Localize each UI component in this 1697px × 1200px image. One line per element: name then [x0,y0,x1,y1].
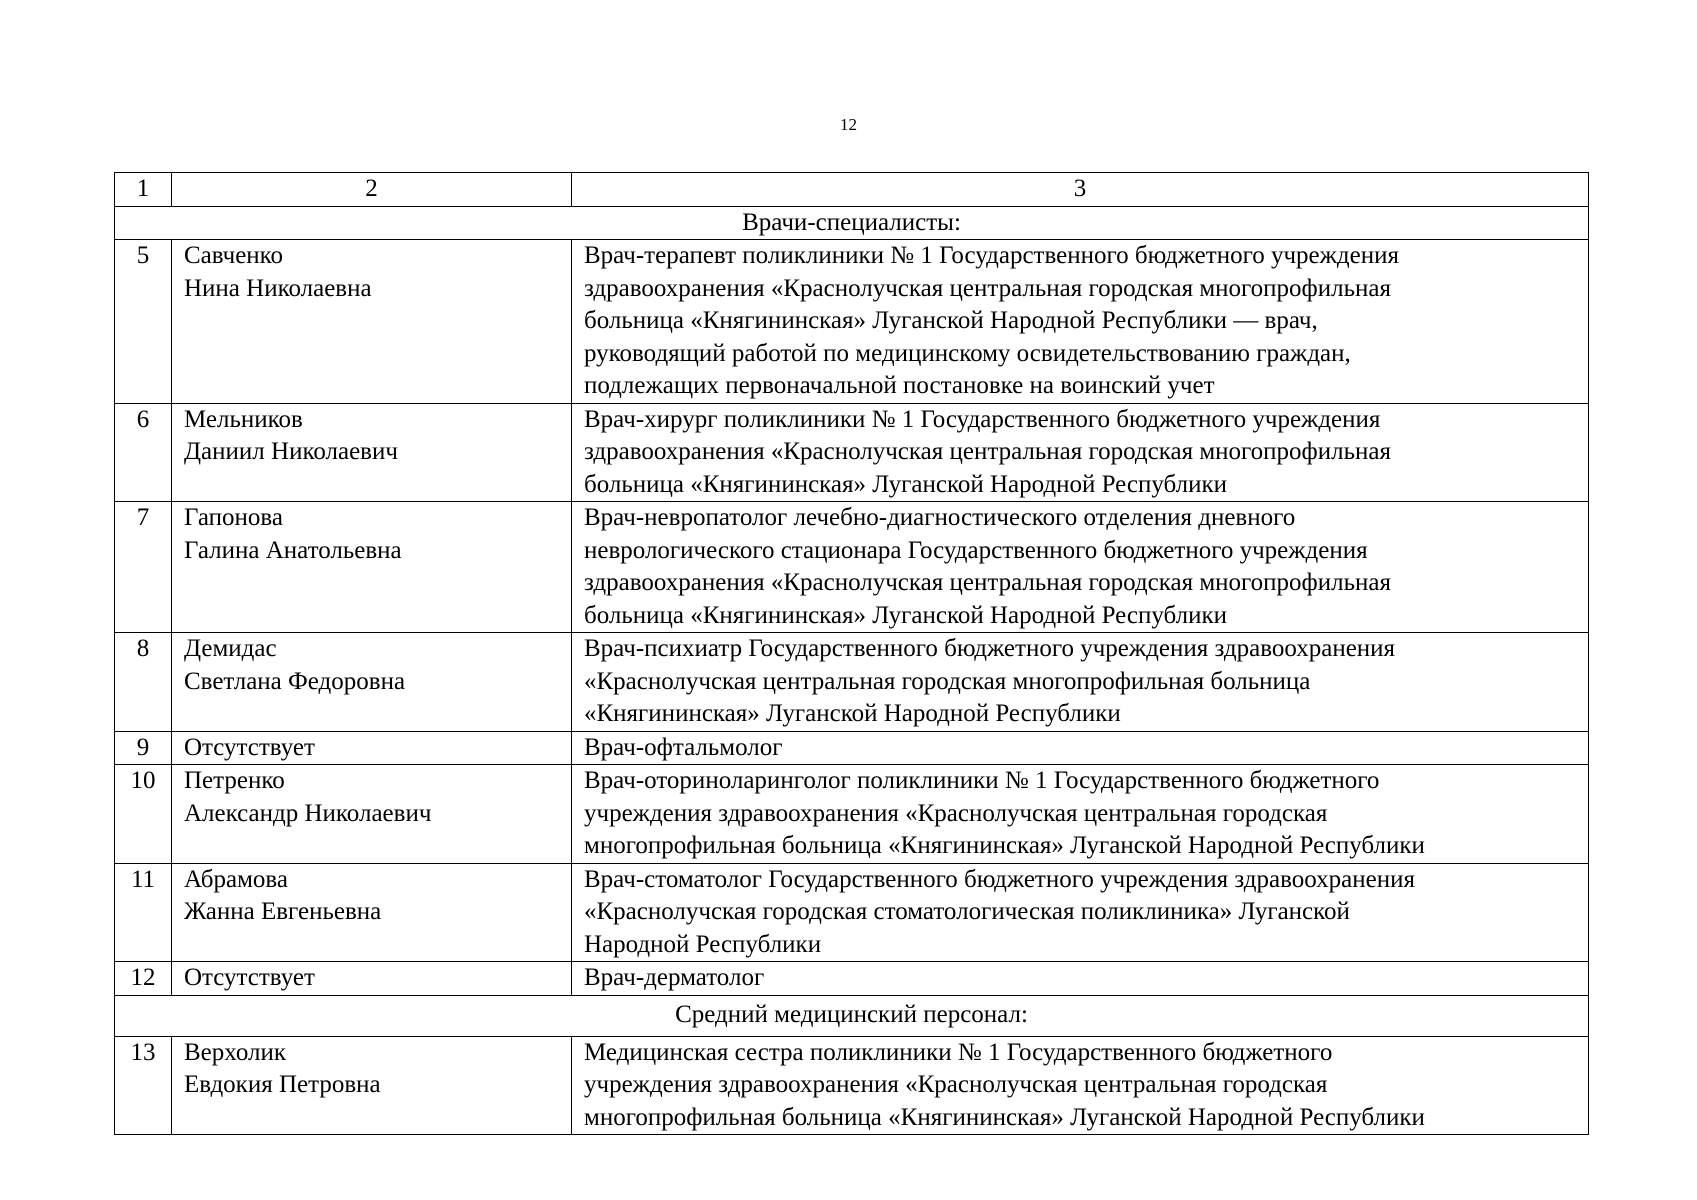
position-line: Врач-офтальмолог [584,733,783,761]
row-number: 13 [115,1036,172,1135]
position-line: Врач-хирург поликлиники № 1 Государственного бюджетного учреждения [584,405,1381,433]
person-name-cell [172,1036,572,1135]
position-line: здравоохранения «Краснолучская центральная городская многопрофильная [584,438,1391,465]
staff-table-body [115,173,1589,1135]
table-row [115,863,1589,962]
position-line: Врач-оториноларинголог поликлиники № 1 Государственного бюджетного [584,767,1380,794]
position-cell [572,731,1589,765]
person-name-line: Мельников [184,405,303,433]
person-name-cell [172,765,572,864]
table-row [115,240,1589,404]
row-number: 6 [115,403,172,502]
position-line: учреждения здравоохранения «Краснолучская центральная городская [584,1071,1328,1098]
position-line: многопрофильная больница «Княгининская» Луганской Народной Республики [584,1103,1425,1131]
table-row [115,1036,1589,1135]
column-number-3: 3 [572,173,1589,207]
position-line: «Краснолучская центральная городская многопрофильная больница [584,667,1311,695]
position-line: неврологического стационара Государственного бюджетного учреждения [584,536,1368,564]
row-number: 10 [115,765,172,864]
table-row [115,502,1589,633]
person-name-cell [172,403,572,502]
person-name-line: Нина Николаевна [184,274,372,302]
staff-table [114,172,1589,1135]
person-name-cell [172,863,572,962]
person-name-cell [172,502,572,633]
position-cell [572,1036,1589,1135]
position-line: Врач-стоматолог Государственного бюджетного учреждения здравоохранения [584,865,1415,893]
row-number: 12 [115,962,172,996]
section-heading: Врачи-специалисты: [115,206,1589,240]
person-name-line: Савченко [184,242,284,269]
row-number: 8 [115,633,172,732]
position-line: учреждения здравоохранения «Краснолучская центральная городская [584,799,1328,827]
person-name-cell [172,633,572,732]
position-line: здравоохранения «Краснолучская центральная городская многопрофильная [584,569,1391,596]
position-cell [572,240,1589,404]
position-line: Народной Республики [584,930,822,958]
page-number: 12 [840,115,857,134]
row-number: 7 [115,502,172,633]
column-number-2: 2 [172,173,572,207]
position-line: подлежащих первоначальной постановке на воинский учет [584,372,1215,399]
position-line: Врач-психиатр Государственного бюджетного учреждения здравоохранения [584,635,1396,662]
position-line: «Княгининская» Луганской Народной Республики [584,700,1121,727]
table-row [115,765,1589,864]
person-name-line: Жанна Евгеньевна [184,898,382,925]
table-row [115,731,1589,765]
table-row [115,962,1589,996]
person-name-line: Евдокия Петровна [184,1071,381,1098]
person-name-line: Галина Анатольевна [184,536,402,564]
person-name-line: Абрамова [184,865,288,893]
column-number-row [115,173,1589,207]
person-name-cell [172,962,572,996]
position-cell [572,502,1589,633]
person-name-line: Верхолик [184,1038,286,1066]
row-number: 11 [115,863,172,962]
position-line: больница «Княгининская» Луганской Народной Республики [584,601,1228,629]
position-line: многопрофильная больница «Княгининская» Луганской Народной Республики [584,832,1425,859]
table-row [115,403,1589,502]
row-number: 9 [115,731,172,765]
person-name-line: Демидас [184,635,277,662]
position-line: Врач-дерматолог [584,964,765,991]
position-line: больница «Княгининская» Луганской Народной Республики [584,470,1228,498]
person-name-line: Александр Николаевич [184,799,432,827]
section-heading-row [115,995,1589,1036]
position-line: «Краснолучская городская стоматологическая поликлиника» Луганской [584,898,1350,925]
person-name-line: Отсутствует [184,733,315,761]
person-name-line: Петренко [184,767,285,794]
position-cell [572,962,1589,996]
position-line: больница «Княгининская» Луганской Народной Республики — врач, [584,307,1318,334]
row-number: 5 [115,240,172,404]
person-name-line: Отсутствует [184,964,315,991]
position-cell [572,765,1589,864]
person-name-cell [172,240,572,404]
section-heading: Средний медицинский персонал: [115,995,1589,1036]
position-line: Врач-невропатолог лечебно-диагностического отделения дневного [584,504,1296,531]
person-name-cell [172,731,572,765]
position-cell [572,863,1589,962]
column-number-1: 1 [115,173,172,207]
position-line: Медицинская сестра поликлиники № 1 Государственного бюджетного [584,1038,1333,1066]
person-name-line: Даниил Николаевич [184,438,398,465]
position-cell [572,403,1589,502]
section-heading-row [115,206,1589,240]
position-line: руководящий работой по медицинскому освидетельствованию граждан, [584,339,1351,367]
position-cell [572,633,1589,732]
person-name-line: Гапонова [184,504,283,531]
table-row [115,633,1589,732]
person-name-line: Светлана Федоровна [184,667,406,695]
position-line: Врач-терапевт поликлиники № 1 Государственного бюджетного учреждения [584,242,1399,269]
position-line: здравоохранения «Краснолучская центральная городская многопрофильная [584,274,1391,302]
